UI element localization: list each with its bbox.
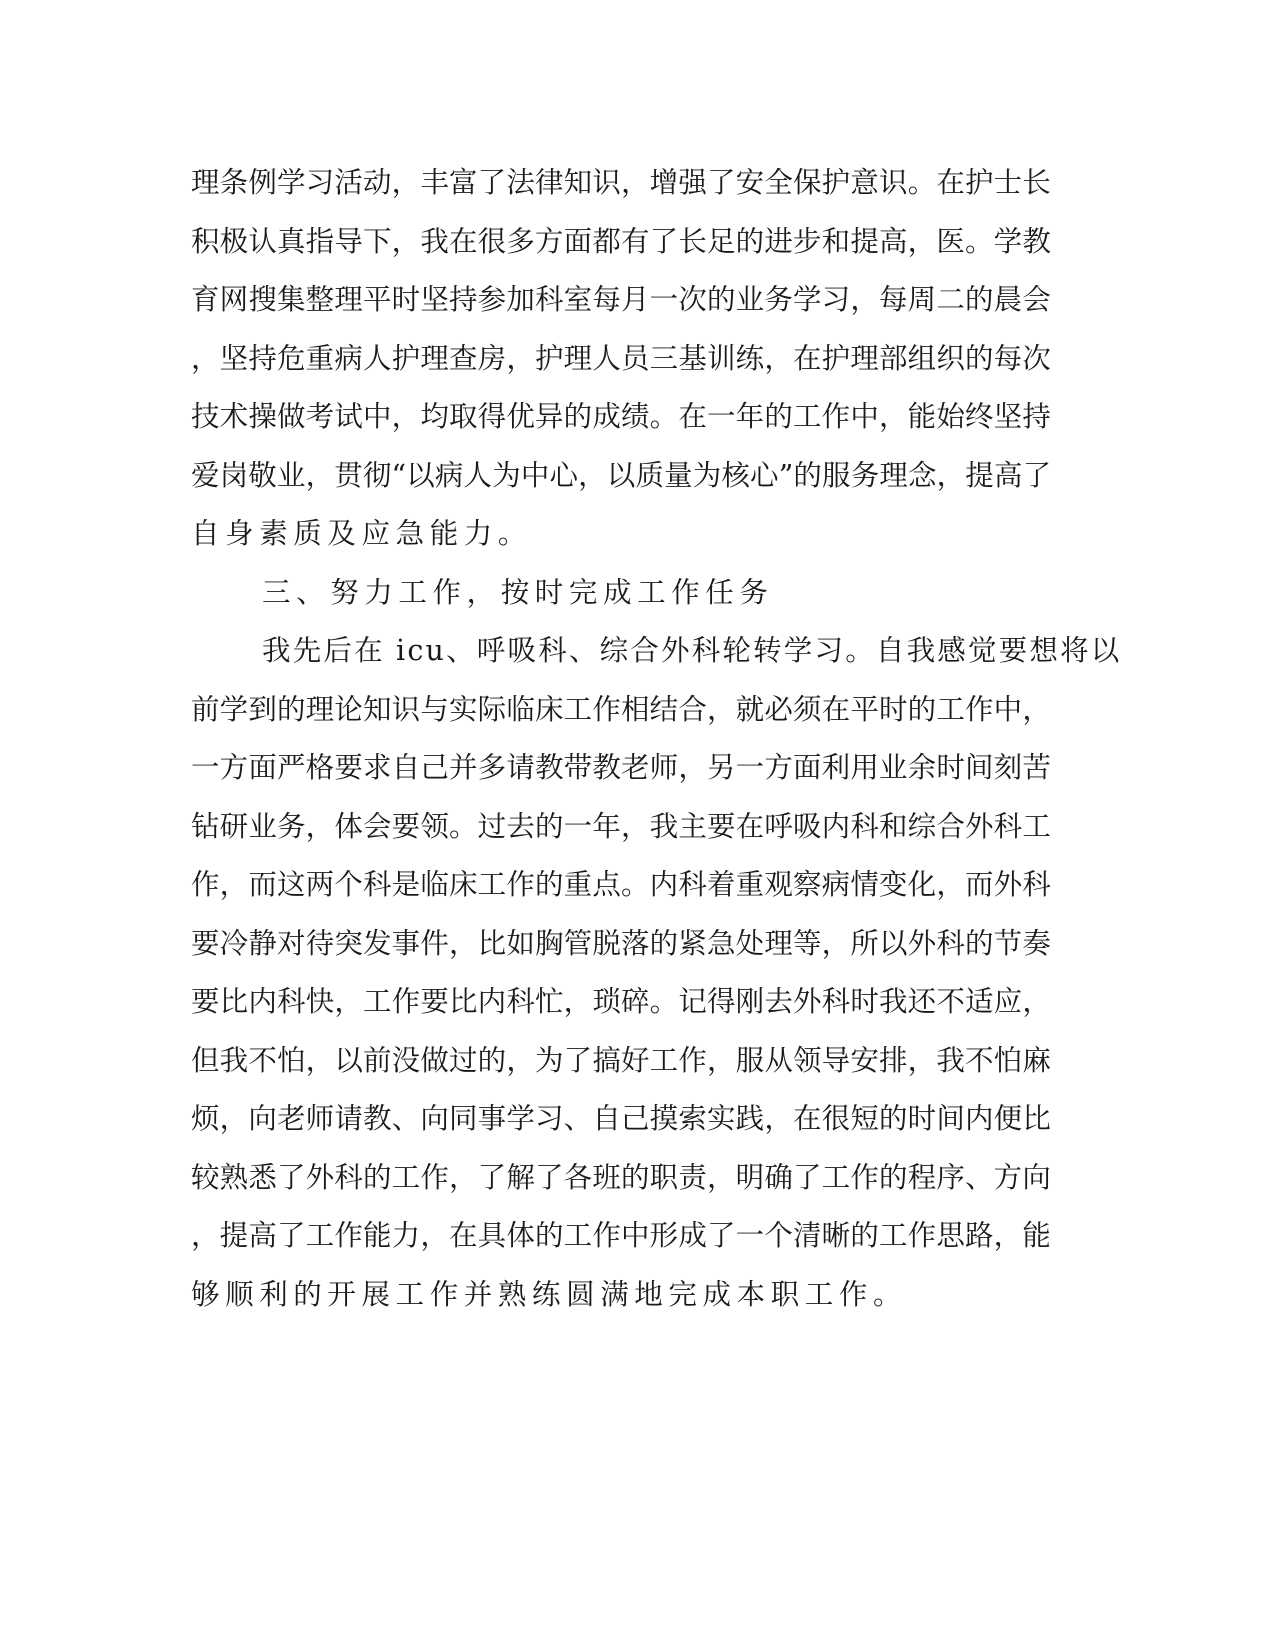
body-text-line: 要冷静对待突发事件，比如胸管脱落的紧急处理等，所以外科的节奏 [191,927,1052,960]
body-text-line: 但我不怕，以前没做过的，为了搞好工作，服从领导安排，我不怕麻 [191,1044,1052,1077]
body-text-line: 较熟悉了外科的工作，了解了各班的职责，明确了工作的程序、方向 [191,1161,1052,1194]
body-text-line: 作，而这两个科是临床工作的重点。内科着重观察病情变化，而外科 [191,868,1052,901]
body-text-line: 理条例学习活动，丰富了法律知识，增强了安全保护意识。在护士长 [191,166,1052,199]
body-text-line: ，坚持危重病人护理查房，护理人员三基训练，在护理部组织的每次 [191,342,1052,375]
body-text-line: 我先后在 icu、呼吸科、综合外科轮转学习。自我感觉要想将以 [262,634,1122,667]
body-text-line: 要比内科快，工作要比内科忙，琐碎。记得刚去外科时我还不适应， [191,985,1052,1018]
body-text-line: 爱岗敬业，贯彻“以病人为中心，以质量为核心”的服务理念，提高了 [191,459,1052,492]
body-text-line: 积极认真指导下，我在很多方面都有了长足的进步和提高，医。学教 [191,225,1052,258]
body-text-line: 技术操做考试中，均取得优异的成绩。在一年的工作中，能始终坚持 [191,400,1052,433]
body-text-line: ，提高了工作能力，在具体的工作中形成了一个清晰的工作思路，能 [191,1219,1052,1252]
body-text-line: 够顺利的开展工作并熟练圆满地完成本职工作。 [191,1278,908,1311]
body-text-line: 烦，向老师请教、向同事学习、自己摸索实践，在很短的时间内便比 [191,1102,1052,1135]
body-text-line: 前学到的理论知识与实际临床工作相结合，就必须在平时的工作中， [191,693,1052,726]
section-heading: 三、努力工作，按时完成工作任务 [262,576,774,609]
body-text-line: 一方面严格要求自己并多请教带教老师，另一方面利用业余时间刻苦 [191,751,1052,784]
body-text-line: 育网搜集整理平时坚持参加科室每月一次的业务学习，每周二的晨会 [191,283,1052,316]
body-text-line: 钻研业务，体会要领。过去的一年，我主要在呼吸内科和综合外科工 [191,810,1052,843]
body-text-line: 自身素质及应急能力。 [191,517,533,550]
